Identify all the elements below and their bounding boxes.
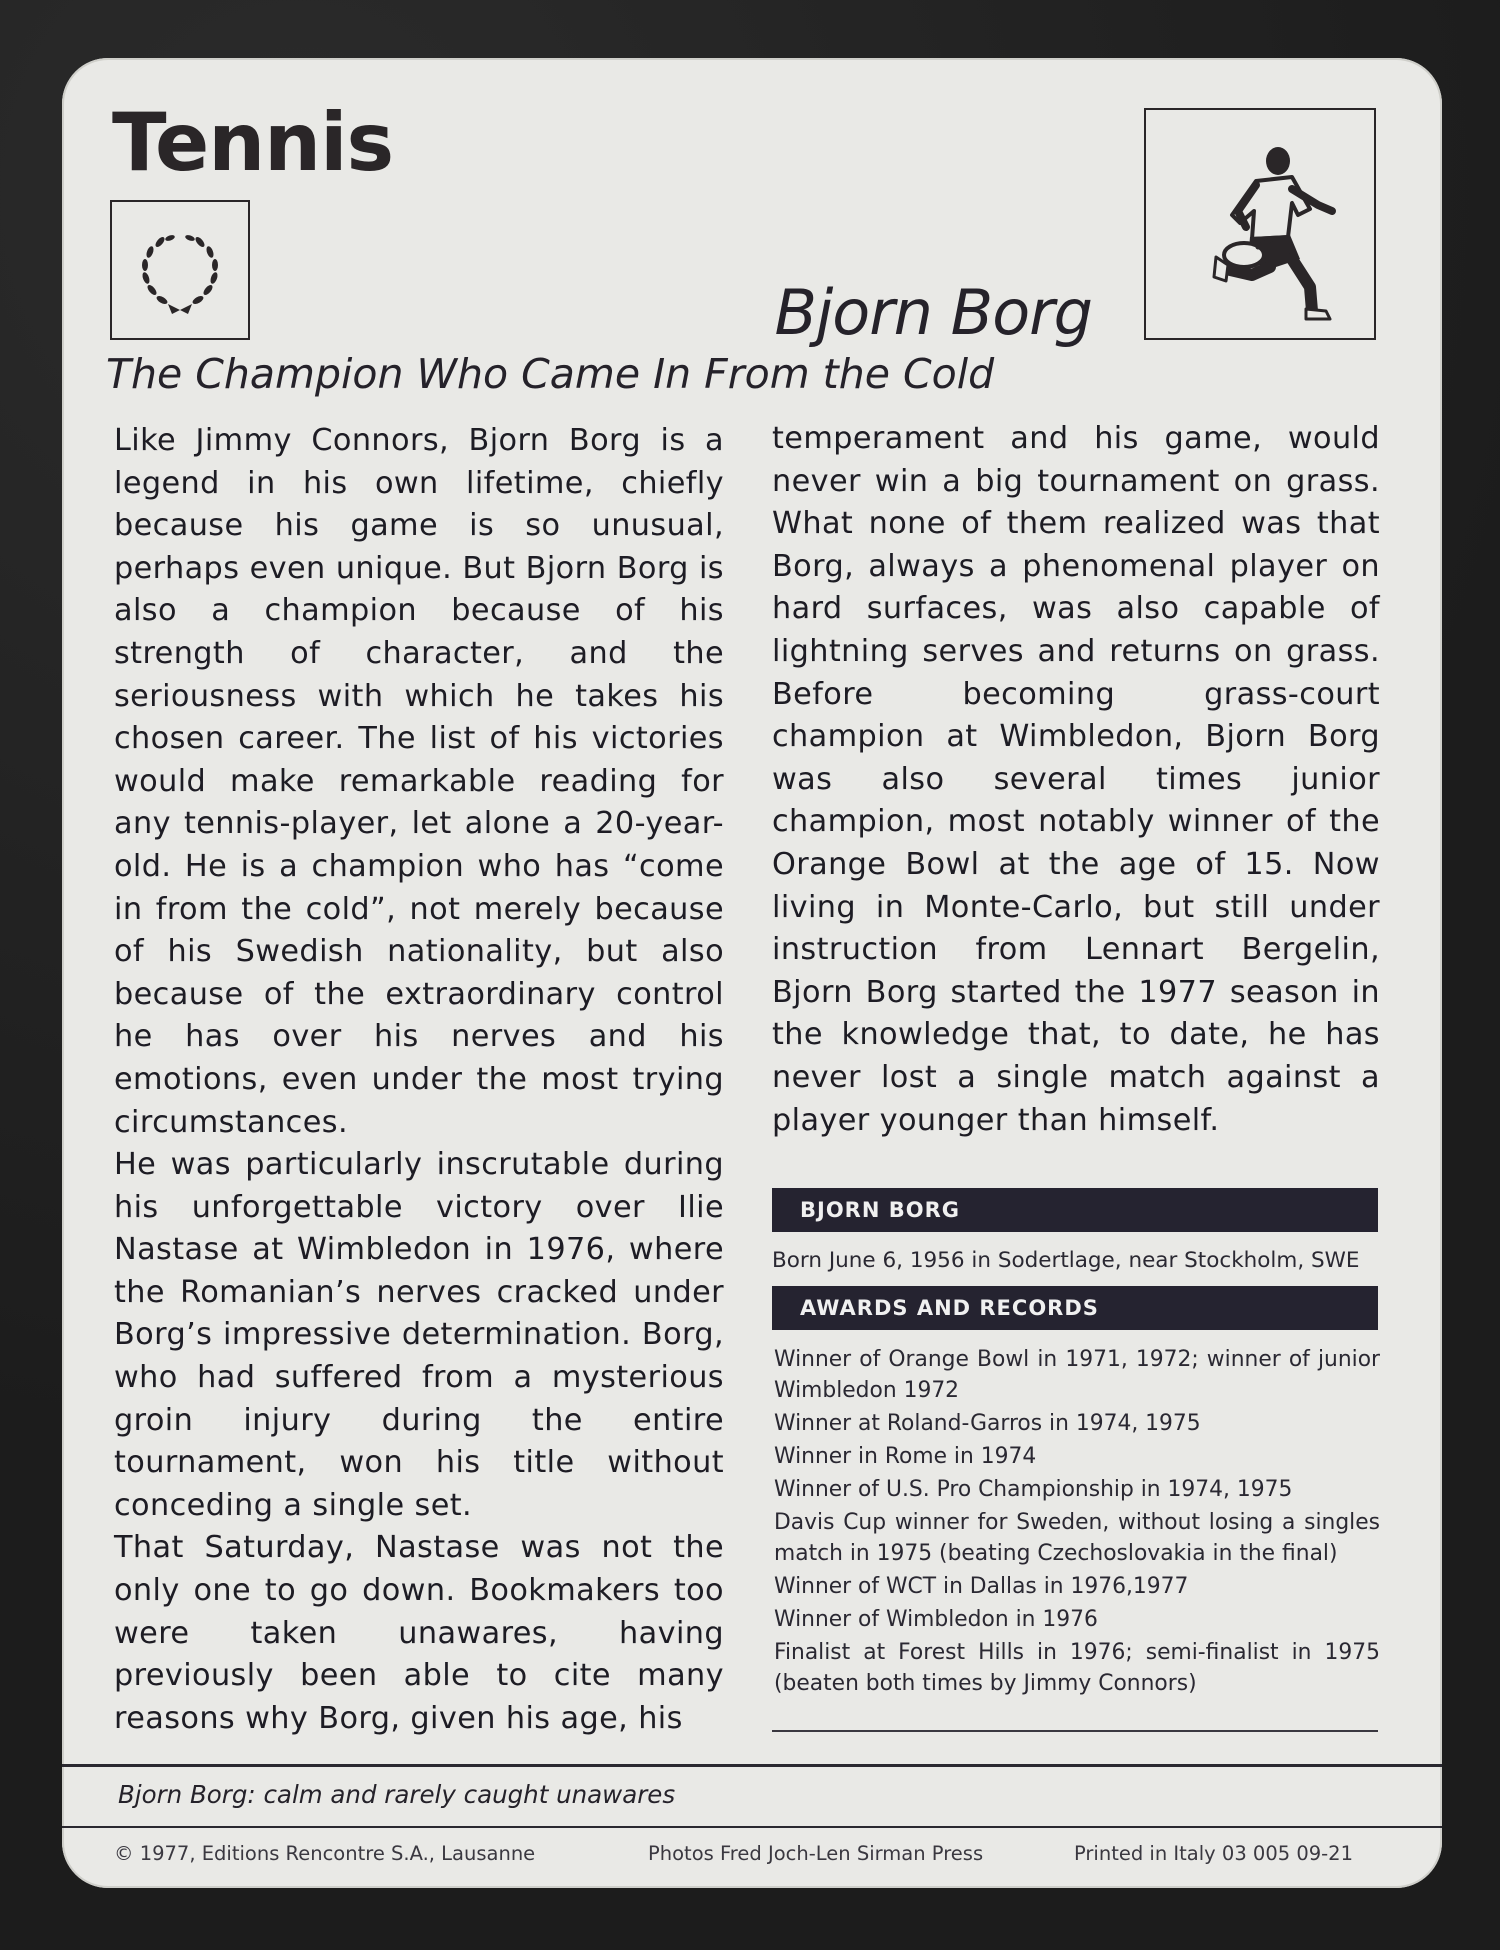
paragraph: That Saturday, Nastase was not the only one to go down. Bookmakers too were taken unawares, having previously been able to cite many reasons why Borg, given his age, his <box>114 1530 724 1736</box>
award-item: Finalist at Forest Hills in 1976; semi-finalist in 1975 (beaten both times by Jimmy Connors) <box>774 1640 1380 1696</box>
paragraph: temperament and his game, would never win a big tournament on grass. What none of them realized was that Borg, always a phenomenal player on hard surfaces, was also capable of lightning serves and returns on grass. Before becoming grass-court champion at Wimbledon, Bjorn Borg was also several times junior champion, most notably winner of the Orange Bowl at the age of 15. Now living in Monte-Carlo, but still under instruction from Lennart Bergelin, Bjorn Borg started the 1977 season in the knowledge that, to date, he has never lost a single match against a player younger than himself. <box>772 421 1380 1138</box>
body-text-right-column <box>772 418 1380 1142</box>
paragraph: He was particularly inscrutable during his unforgettable victory over Ilie Nastase at Wimbledon in 1976, where the Romanian’s nerves cracked under Borg’s impressive determination. Borg, who had suffered from a mysterious groin injury during the entire tournament, won his title without conceding a single set. <box>114 1147 724 1523</box>
player-name: Bjorn Borg <box>774 276 1092 349</box>
laurel-wreath-icon <box>110 200 250 340</box>
profile-header-bar: BJORN BORG <box>772 1188 1378 1232</box>
caption-divider-bottom <box>62 1826 1442 1828</box>
footer-printed: Printed in Italy 03 005 09-21 <box>1074 1842 1353 1865</box>
birth-info: Born June 6, 1956 in Sodertlage, near Stockholm, SWE <box>772 1248 1360 1273</box>
award-item: Davis Cup winner for Sweden, without losing a singles match in 1975 (beating Czechoslovakia in the final) <box>774 1510 1380 1566</box>
tennis-player-icon <box>1144 108 1376 340</box>
card-subtitle: The Champion Who Came In From the Cold <box>106 350 995 398</box>
sport-title: Tennis <box>112 96 394 189</box>
award-item: Winner of Wimbledon in 1976 <box>774 1607 1098 1632</box>
tennis-player-icon <box>1160 119 1360 329</box>
body-text-left-column <box>114 420 724 1740</box>
photo-caption: Bjorn Borg: calm and rarely caught unawares <box>118 1780 676 1809</box>
paragraph: Like Jimmy Connors, Bjorn Borg is a legend in his own lifetime, chiefly because his game is so unusual, perhaps even unique. But Bjorn Borg is also a champion because of his strength of character, and the seriousness with which he takes his chosen career. The list of his victories would make remarkable reading for any tennis-player, let alone a 20-year-old. He is a champion who has “come in from the cold”, not merely because of his Swedish nationality, but also because of the extraordinary control he has over his nerves and his emotions, even under the most trying circumstances. <box>114 423 724 1140</box>
laurel-wreath-icon <box>130 220 230 320</box>
footer-photo-credit: Photos Fred Joch-Len Sirman Press <box>648 1842 984 1865</box>
awards-divider <box>772 1730 1378 1732</box>
award-item: Winner of Orange Bowl in 1971, 1972; winner of junior Wimbledon 1972 <box>774 1347 1380 1403</box>
award-item: Winner in Rome in 1974 <box>774 1444 1037 1469</box>
award-item: Winner of WCT in Dallas in 1976,1977 <box>774 1574 1189 1599</box>
awards-header-bar: AWARDS AND RECORDS <box>772 1286 1378 1330</box>
awards-list <box>774 1344 1380 1701</box>
trading-card <box>62 58 1442 1888</box>
footer-copyright: © 1977, Editions Rencontre S.A., Lausanne <box>114 1842 536 1865</box>
award-item: Winner of U.S. Pro Championship in 1974, 1975 <box>774 1477 1293 1502</box>
caption-divider-top <box>62 1764 1442 1767</box>
award-item: Winner at Roland-Garros in 1974, 1975 <box>774 1411 1201 1436</box>
